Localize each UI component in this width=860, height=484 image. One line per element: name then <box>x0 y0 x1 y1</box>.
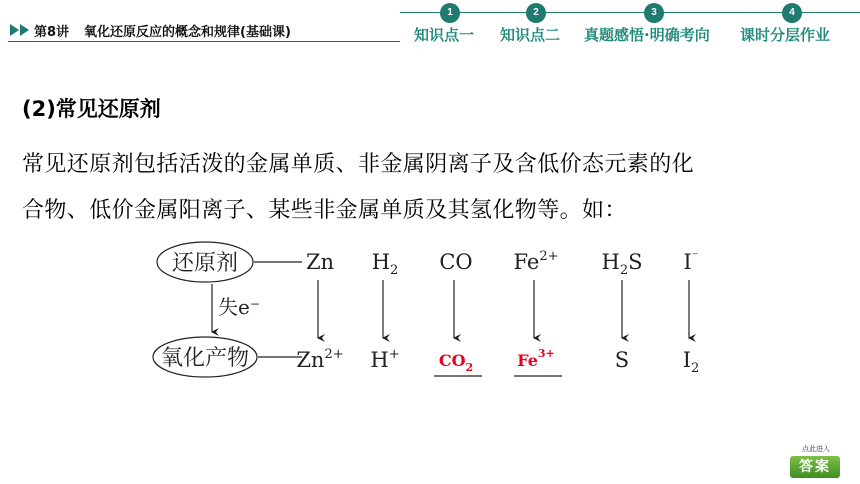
nav-item-4[interactable] <box>740 0 852 46</box>
nav-number-1: 1 <box>440 3 460 23</box>
product-formula-5: S <box>614 348 630 372</box>
nav-item-3[interactable] <box>584 0 730 46</box>
paragraph-line-1: 常见还原剂包括活泼的金属单质、非金属阴离子及含低价态元素的化 <box>22 152 695 177</box>
lesson-header <box>0 0 400 46</box>
reductant-formula-4: $Fe^{2+}$ <box>513 249 559 274</box>
answer-hint: 点此进入 <box>802 445 830 453</box>
nav-number-3: 3 <box>644 3 664 23</box>
nav-label-2: 知识点二 <box>500 26 561 44</box>
nav-item-2[interactable] <box>498 0 578 46</box>
nav-item-1[interactable] <box>412 0 492 46</box>
reductant-diagram <box>150 232 710 392</box>
reductant-formula-5: $H_2S$ <box>601 250 643 278</box>
nav-number-4: 4 <box>782 3 802 23</box>
reductant-label: 还原剂 <box>171 251 239 276</box>
reductant-formula-3: CO <box>439 250 473 274</box>
play-arrows-icon <box>10 24 32 36</box>
lesson-title: 氧化还原反应的概念和规律(基础课) <box>84 25 291 40</box>
product-formula-1: $Zn^{2+}$ <box>296 347 344 372</box>
product-label: 氧化产物 <box>160 346 250 371</box>
answer-button[interactable] <box>788 444 844 480</box>
conversion-arrows <box>318 280 689 338</box>
section-heading: (2)常见还原剂 <box>22 97 161 121</box>
product-formula-6: $I_2$ <box>682 348 700 376</box>
nav-label-4: 课时分层作业 <box>740 26 831 44</box>
product-row <box>296 347 699 376</box>
reductant-formula-6: I⁻ <box>683 249 699 274</box>
body-paragraph <box>22 142 852 234</box>
lesson-bar <box>0 20 400 42</box>
header-divider <box>8 41 400 42</box>
nav-label-3: 真题感悟·明确考向 <box>584 26 710 44</box>
reductant-formula-2: $H_2$ <box>371 250 399 278</box>
section-nav <box>400 0 860 46</box>
nav-number-2: 2 <box>526 3 546 23</box>
product-formula-4: $Fe^{3+}$ <box>517 347 555 370</box>
reductant-formula-1: Zn <box>305 250 335 274</box>
lesson-number: 第8讲 <box>34 25 70 40</box>
product-formula-3: $CO_2$ <box>438 351 474 374</box>
header <box>0 0 860 46</box>
answer-label: 答案 <box>790 456 840 478</box>
reductant-row <box>306 249 699 278</box>
nav-label-1: 知识点一 <box>414 26 475 44</box>
paragraph-line-2: 合物、低价金属阳离子、某些非金属单质及其氢化物等。如： <box>22 198 627 223</box>
product-formula-2: H+ <box>370 347 400 372</box>
arrow-label: 失e⁻ <box>218 295 261 319</box>
